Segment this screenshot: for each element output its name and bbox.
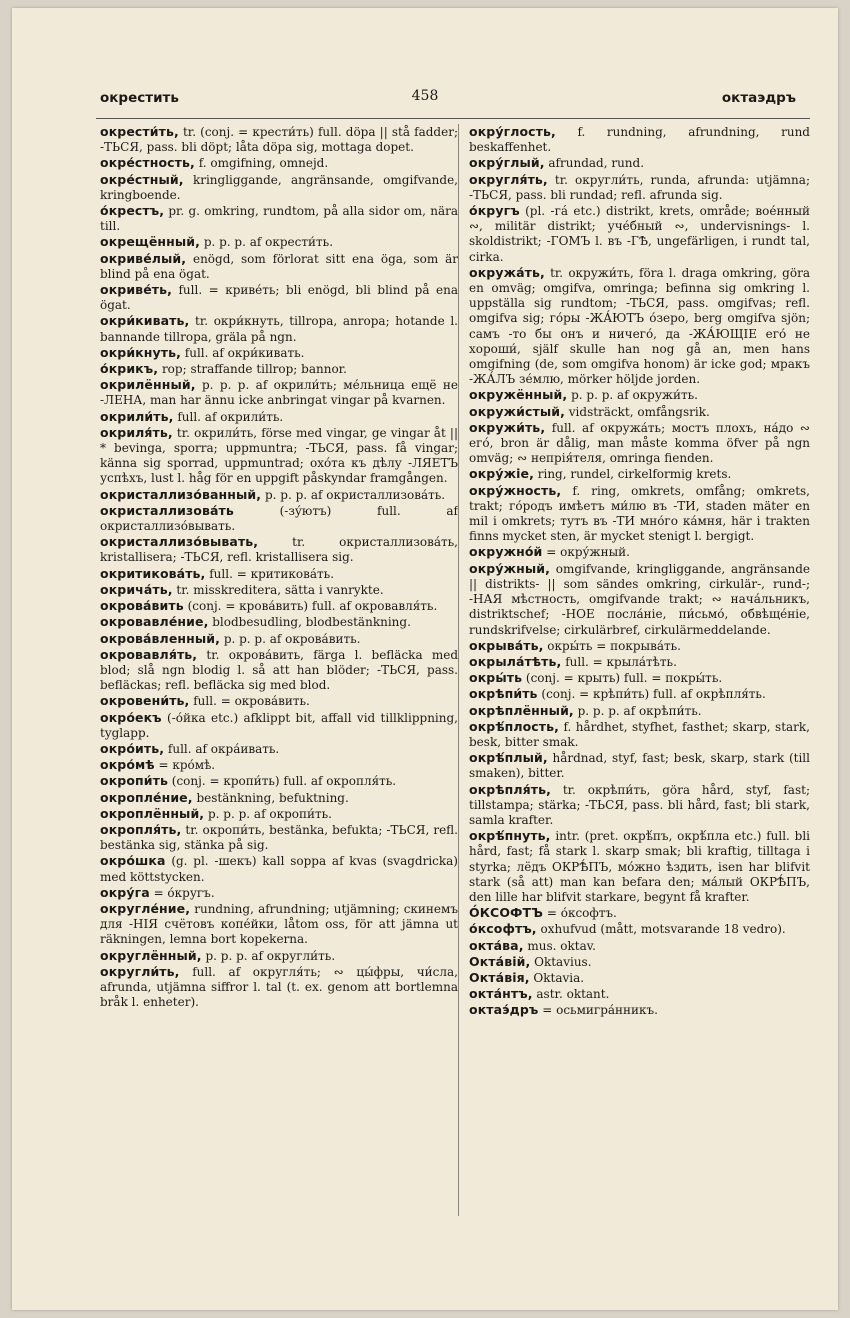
entry-definition: rundning, afrundning; utjämning; скинемъ для -НІЯ счётовъ копе́йки, låtom oss, för att jämna ut räkningen, lemna bort kopekerna. bbox=[100, 901, 458, 947]
entry-headword: окрова́вленный, bbox=[100, 630, 220, 646]
entry-definition: p. p. p. af окружи́ть. bbox=[571, 388, 698, 403]
dictionary-entry bbox=[100, 806, 458, 822]
dictionary-entry bbox=[100, 172, 458, 203]
entry-headword: окропля́ть, bbox=[100, 821, 182, 837]
dictionary-entry bbox=[100, 345, 458, 361]
entry-definition: full. = окрова́вить. bbox=[193, 694, 310, 709]
entry-headword: округлённый, bbox=[100, 947, 202, 963]
dictionary-entry bbox=[100, 409, 458, 425]
entry-definition: tr. окристаллизова́ть, kristallisera; -ТЬСЯ, refl. kristallisera sig. bbox=[100, 535, 458, 565]
dictionary-entry bbox=[469, 561, 810, 638]
entry-headword: окрѣплённый, bbox=[469, 702, 574, 718]
entry-definition: f. ring, omkrets, omfång; omkrets, trakt; го́родъ имѣетъ ми́лю въ -ТИ, staden mäter en mil i omkrets; тутъ въ -ТИ мно́го ка́мня, här i trakten finns mycket sten, är mycket stenigt l. bergigt. bbox=[469, 483, 810, 544]
entry-headword: округли́ть, bbox=[100, 963, 180, 979]
entry-headword: Окта́вій, bbox=[469, 953, 531, 969]
entry-headword: окрили́ть, bbox=[100, 408, 174, 424]
entry-definition: (-зу́ютъ) full. af окристаллизо́вывать. bbox=[100, 503, 458, 534]
entry-definition: (-о́йка etc.) afklippt bit, affall vid tillklippning, tyglapp. bbox=[100, 710, 458, 740]
dictionary-entry bbox=[100, 853, 458, 884]
dictionary-entry bbox=[469, 782, 810, 829]
entry-headword: о́ксофтъ, bbox=[469, 921, 537, 937]
entry-headword: окровени́ть, bbox=[100, 693, 190, 709]
entry-headword: окру́глость, bbox=[469, 124, 556, 139]
entry-headword: окружи́стый, bbox=[469, 403, 565, 419]
dictionary-entry bbox=[100, 282, 458, 313]
entry-definition: = осьмигра́нникъ. bbox=[542, 1003, 658, 1018]
dictionary-entry bbox=[100, 647, 458, 694]
dictionary-entry bbox=[469, 654, 810, 670]
dictionary-entry bbox=[469, 203, 810, 265]
dictionary-entry bbox=[100, 757, 458, 773]
entry-definition: p. p. p. af окрили́ть; ме́льница ещё не -ЛЕНА, man har ännu icke anbringat vingar på kvarnen. bbox=[100, 378, 458, 408]
dictionary-entry bbox=[469, 466, 810, 482]
entry-headword: окру́га bbox=[100, 884, 150, 900]
dictionary-entry bbox=[469, 124, 810, 155]
header-last-word: октаэдръ bbox=[721, 90, 796, 106]
entry-definition: full. = критиковáть. bbox=[209, 566, 335, 581]
entry-definition: bestänkning, befuktning. bbox=[196, 790, 349, 805]
dictionary-entry bbox=[469, 155, 810, 171]
entry-headword: окре́стность, bbox=[100, 155, 195, 171]
entry-headword: окрова́вить bbox=[100, 598, 184, 614]
entry-headword: окружно́й bbox=[469, 544, 543, 560]
entry-definition: p. p. p. af окристаллизова́ть. bbox=[264, 487, 446, 502]
entry-headword: окта́ва, bbox=[469, 937, 524, 953]
dictionary-page bbox=[12, 8, 838, 1310]
dictionary-entry bbox=[469, 686, 810, 702]
dictionary-entry bbox=[100, 425, 458, 487]
left-column bbox=[100, 124, 458, 1010]
entry-headword: окри́кивать, bbox=[100, 313, 190, 329]
entry-definition: = о́ксофтъ. bbox=[546, 906, 617, 921]
entry-definition: (pl. -гá etc.) distrikt, krets, område; вое́нный ∾, militär distrikt; уче́бный ∾, undervisnings- l. skoldistrikt; -ГОМЪ l. въ -ГѢ, ungefärligen, i rundt tal, cirka. bbox=[469, 204, 810, 264]
entry-definition: kringliggande, angränsande, omgifvande, kringboende. bbox=[100, 172, 458, 202]
entry-headword: окрѣ́пнуть, bbox=[469, 828, 551, 844]
entry-headword: окрилённый, bbox=[100, 377, 196, 393]
dictionary-entry bbox=[469, 938, 810, 954]
entry-definition: tr. окропи́ть, bestänka, befukta; -ТЬСЯ, refl. bestänka sig, stänka på sig. bbox=[100, 822, 458, 853]
entry-headword: окрещённый, bbox=[100, 234, 200, 250]
dictionary-entry bbox=[100, 251, 458, 282]
dictionary-entry bbox=[100, 885, 458, 901]
entry-definition: afrundad, rund. bbox=[548, 156, 645, 171]
entry-definition: pr. g. omkring, rundtom, på alla sidor om, nära till. bbox=[100, 204, 458, 234]
entry-headword: окружённый, bbox=[469, 387, 568, 403]
entry-definition: (conj. = кропи́ть) full. af окропля́ть. bbox=[171, 774, 397, 789]
dictionary-entry bbox=[100, 234, 458, 250]
entry-definition: tr. misskreditera, sätta i vanrykte. bbox=[176, 582, 384, 597]
entry-headword: окропи́ть bbox=[100, 773, 168, 789]
entry-headword: окристаллизо́ванный, bbox=[100, 486, 262, 502]
entry-headword: окро́екъ bbox=[100, 709, 162, 725]
dictionary-entry bbox=[469, 638, 810, 654]
entry-definition: (conj. = крѣпи́ть) full. af окрѣпля́ть. bbox=[541, 687, 766, 702]
entry-headword: окрѣпля́ть, bbox=[469, 781, 551, 797]
dictionary-entry bbox=[469, 970, 810, 986]
dictionary-entry bbox=[469, 703, 810, 719]
dictionary-entry bbox=[100, 124, 458, 155]
entry-headword: окриве́лый, bbox=[100, 250, 187, 266]
dictionary-entry bbox=[100, 534, 458, 565]
entry-headword: окрѣпи́ть bbox=[469, 686, 538, 702]
entry-headword: окру́жный, bbox=[469, 560, 550, 576]
dictionary-entry bbox=[469, 420, 810, 467]
entry-headword: окру́жіе, bbox=[469, 466, 534, 482]
entry-headword: окропле́ние, bbox=[100, 789, 193, 805]
entry-definition: p. p. p. af окрова́вить. bbox=[223, 631, 361, 646]
dictionary-entry bbox=[100, 631, 458, 647]
entry-definition: f. hårdhet, styfhet, fasthet; skarp, stark, besk, bitter smak. bbox=[469, 719, 810, 749]
entry-definition: tr. окри́кнуть, tillropa, anropa; hotande l. bannande tillropa, gräla på ngn. bbox=[100, 314, 458, 344]
entry-headword: окровавля́ть, bbox=[100, 646, 198, 662]
entry-headword: окристаллизова́ть bbox=[100, 502, 234, 518]
entry-definition: full. = крыла́тѣть. bbox=[565, 654, 677, 669]
dictionary-entry bbox=[469, 905, 810, 921]
entry-headword: окристаллизо́вывать, bbox=[100, 534, 259, 550]
entry-headword: окта́нтъ, bbox=[469, 986, 533, 1002]
entry-headword: окру́жность, bbox=[469, 482, 562, 498]
dictionary-entry bbox=[100, 361, 458, 377]
entry-definition: (conj. = крыть) full. = покры́ть. bbox=[525, 671, 723, 686]
right-column bbox=[458, 124, 810, 1216]
entry-definition: full. af окружа́ть; мостъ плохъ, на́до ∾ его́, bron är dålig, man måste komma öfver på ngn omväg; ∾ непрія́теля, omringa fienden. bbox=[469, 420, 810, 466]
entry-definition: full. af окрили́ть. bbox=[177, 409, 284, 424]
dictionary-entry bbox=[469, 670, 810, 686]
dictionary-entry bbox=[469, 954, 810, 970]
dictionary-entry bbox=[100, 948, 458, 964]
dictionary-entry bbox=[100, 964, 458, 1011]
dictionary-entry bbox=[469, 750, 810, 781]
dictionary-entry bbox=[100, 901, 458, 948]
entry-headword: окро́мѣ bbox=[100, 757, 155, 773]
dictionary-entry bbox=[100, 773, 458, 789]
entry-headword: о́крикъ, bbox=[100, 361, 159, 377]
entry-headword: окружи́ть, bbox=[469, 419, 546, 435]
entry-headword: окриве́ть, bbox=[100, 282, 172, 298]
header-first-word: окрестить bbox=[100, 90, 179, 106]
dictionary-entry bbox=[100, 710, 458, 741]
dictionary-entry bbox=[469, 404, 810, 420]
entry-headword: окрича́ть, bbox=[100, 581, 173, 597]
entry-definition: rop; straffande tillrop; bannor. bbox=[161, 362, 347, 377]
page-header bbox=[12, 88, 838, 112]
entry-headword: о́крестъ, bbox=[100, 203, 165, 219]
entry-headword: окры́ть bbox=[469, 670, 523, 686]
entry-definition: intr. (pret. окрѣ́пъ, окрѣ́пла etc.) full. bli hård, fast; få stark l. skarp smak; bli kraftig, tilltaga i styrka; лёдъ ОКРѢ́ПЪ, мо́жно ѣздить, isen har blifvit stark (så att) man kan befara den; ма́лый ОКРѢ́ПЪ, den lille har blifvit starkare, begynt få krafter. bbox=[469, 829, 810, 904]
entry-headword: Окта́вія, bbox=[469, 969, 530, 985]
dictionary-entry bbox=[469, 719, 810, 750]
entry-headword: окрести́ть, bbox=[100, 124, 179, 139]
entry-headword: округля́ть, bbox=[469, 171, 548, 187]
entry-headword: окрѣ́плость, bbox=[469, 718, 560, 734]
entry-definition: (conj. = крова́вить) full. af окровавля́ть. bbox=[187, 599, 438, 614]
dictionary-entry bbox=[469, 483, 810, 545]
dictionary-entry bbox=[100, 614, 458, 630]
entry-definition: tr. окрова́вить, färga l. befläcka med blod; slå ngn blodig l. så att han blöder; -ТЬСЯ, pass. befläckas; refl. befläcka sig med blod. bbox=[100, 647, 458, 693]
entry-definition: tr. окружи́ть, föra l. draga omkring, göra en omväg; omgifva, omringa; befinna sig omkring l. uppställa sig rundtom; -ТЬСЯ, pass. omgifvas; refl. omgifva sig; го́ры -ЖА́ЮТЪ о́зеро, berg omgifva sjön; самъ -то бы онъ и ничего́, да -ЖА́ЮЩІЕ его́ не хороши́, själf skulle han nog gå an, men hans omgifning (de, som omgifva honom) är icke god; мракъ -ЖА́ЛЪ зе́млю, mörker höljde jorden. bbox=[469, 265, 810, 387]
dictionary-entry bbox=[469, 387, 810, 403]
entry-definition: окры́ть = покрыва́ть. bbox=[547, 638, 681, 653]
entry-definition: full. af окри́кивать. bbox=[184, 345, 305, 360]
entry-definition: p. p. p. af окрести́ть. bbox=[203, 235, 334, 250]
entry-headword: окроплённый, bbox=[100, 805, 205, 821]
dictionary-entry bbox=[100, 203, 458, 234]
entry-headword: окри́кнуть, bbox=[100, 344, 181, 360]
dictionary-entry bbox=[469, 1002, 810, 1018]
entry-definition: omgifvande, kringliggande, angränsande || distrikts- || som sändes omkring, cirkulär-, rund-; -НАЯ мѣстность, omgifvande trakt; ∾ нача́льникъ, distriktschef; -НОЕ посла́ніе, пи́сьмо́, обвѣще́ніе, rundskrifvelse; cirkulärbref, cirkulärmeddelande. bbox=[469, 561, 810, 637]
entry-headword: окрыла́тѣть, bbox=[469, 653, 562, 669]
entry-definition: = о́кругъ. bbox=[153, 885, 215, 900]
dictionary-entry bbox=[100, 822, 458, 853]
entry-definition: tr. окрѣпи́ть, göra hård, styf, fast; tillstampa; stärka; -ТЬСЯ, pass. bli hård, fast; bli stark, samla krafter. bbox=[469, 782, 810, 827]
entry-definition: (g. pl. -шекъ) kall soppa af kvas (svagdricka) med köttstycken. bbox=[100, 854, 458, 884]
entry-definition: enögd, som förlorat sitt ena öga, som är blind på ena ögat. bbox=[100, 251, 458, 281]
dictionary-entry bbox=[469, 544, 810, 560]
entry-headword: окро́шка bbox=[100, 853, 166, 869]
entry-definition: tr. округли́ть, runda, afrunda: utjämna; -ТЬСЯ, pass. bli rundad; refl. afrunda sig. bbox=[469, 172, 810, 202]
entry-definition: blodbesudling, blodbestänkning. bbox=[212, 615, 411, 630]
entry-definition: Oktavius. bbox=[534, 954, 592, 969]
entry-definition: f. omgifning, omnejd. bbox=[198, 156, 329, 171]
dictionary-entry bbox=[100, 741, 458, 757]
dictionary-entry bbox=[100, 503, 458, 534]
entry-definition: f. rundning, afrundning, rund beskaffenhet. bbox=[469, 125, 810, 155]
header-rule bbox=[96, 118, 810, 119]
entry-definition: tr. окрили́ть, förse med vingar, ge vingar åt || * bevinga, sporra; uppmuntra; -ТЬСЯ, pass. få vingar; känna sig sporrad, uppmuntrad; охо́та къ дѣлу -ЛЯЕТЪ успѣхъ, lust l. håg för en uppgift påskyndar framgången. bbox=[100, 425, 458, 486]
entry-definition: hårdnad, styf, fast; besk, skarp, stark (till smaken), bitter. bbox=[469, 751, 810, 781]
dictionary-entry bbox=[100, 377, 458, 408]
entry-definition: ring, rundel, cirkelformig krets. bbox=[537, 467, 732, 482]
entry-headword: окритикова́ть, bbox=[100, 565, 206, 581]
entry-definition: astr. oktant. bbox=[536, 987, 610, 1002]
entry-headword: окружа́ть, bbox=[469, 264, 545, 280]
entry-headword: о́кругъ bbox=[469, 203, 520, 219]
entry-definition: Oktavia. bbox=[533, 970, 585, 985]
dictionary-entry bbox=[100, 598, 458, 614]
entry-definition: = окру́жный. bbox=[546, 545, 630, 560]
entry-headword: окру́глый, bbox=[469, 155, 545, 171]
dictionary-entry bbox=[469, 172, 810, 203]
dictionary-entry bbox=[469, 265, 810, 388]
entry-headword: окро́ить, bbox=[100, 740, 165, 756]
entry-definition: full. = криве́ть; bli enögd, bli blind på ena ögat. bbox=[100, 283, 458, 313]
entry-definition: full. af округля́ть; ∾ цы́фры, чи́сла, afrunda, utjämna siffror l. tal (t. ex. genom att bortlemna bråk l. enheter). bbox=[100, 964, 458, 1010]
dictionary-entry bbox=[100, 487, 458, 503]
dictionary-entry bbox=[469, 828, 810, 905]
entry-headword: окриля́ть, bbox=[100, 424, 173, 440]
entry-definition: vidsträckt, omfångsrik. bbox=[568, 404, 710, 419]
dictionary-entry bbox=[100, 582, 458, 598]
entry-headword: окрѣ́плый, bbox=[469, 750, 548, 766]
entry-headword: окровавле́ние, bbox=[100, 614, 209, 630]
dictionary-entry bbox=[469, 986, 810, 1002]
dictionary-entry bbox=[100, 566, 458, 582]
entry-headword: округле́ние, bbox=[100, 900, 191, 916]
dictionary-entry bbox=[100, 790, 458, 806]
entry-definition: mus. oktav. bbox=[527, 938, 596, 953]
entry-definition: tr. (conj. = крести́ть) full. döpa || stå fadder; -ТЬСЯ, pass. bli döpt; låta döpa sig, mottaga dopet. bbox=[100, 125, 458, 155]
entry-definition: p. p. p. af округли́ть. bbox=[205, 948, 336, 963]
dictionary-entry bbox=[100, 693, 458, 709]
entry-headword: окре́стный, bbox=[100, 171, 184, 187]
page-number: 458 bbox=[411, 88, 439, 104]
entry-definition: oxhufvud (mått, motsvarande 18 vedro). bbox=[540, 922, 786, 937]
entry-headword: окрыва́ть, bbox=[469, 637, 544, 653]
entry-headword: О́КСОФТЪ bbox=[469, 905, 544, 921]
entry-headword: октаэ́дръ bbox=[469, 1002, 539, 1018]
entry-definition: p. p. p. af окропи́ть. bbox=[208, 806, 332, 821]
dictionary-entry bbox=[100, 313, 458, 344]
dictionary-entry bbox=[100, 155, 458, 171]
entry-definition: full. af окра́ивать. bbox=[167, 741, 280, 756]
entry-definition: = кро́мѣ. bbox=[158, 758, 216, 773]
dictionary-entry bbox=[469, 921, 810, 937]
entry-definition: p. p. p. af окрѣпи́ть. bbox=[577, 703, 702, 718]
